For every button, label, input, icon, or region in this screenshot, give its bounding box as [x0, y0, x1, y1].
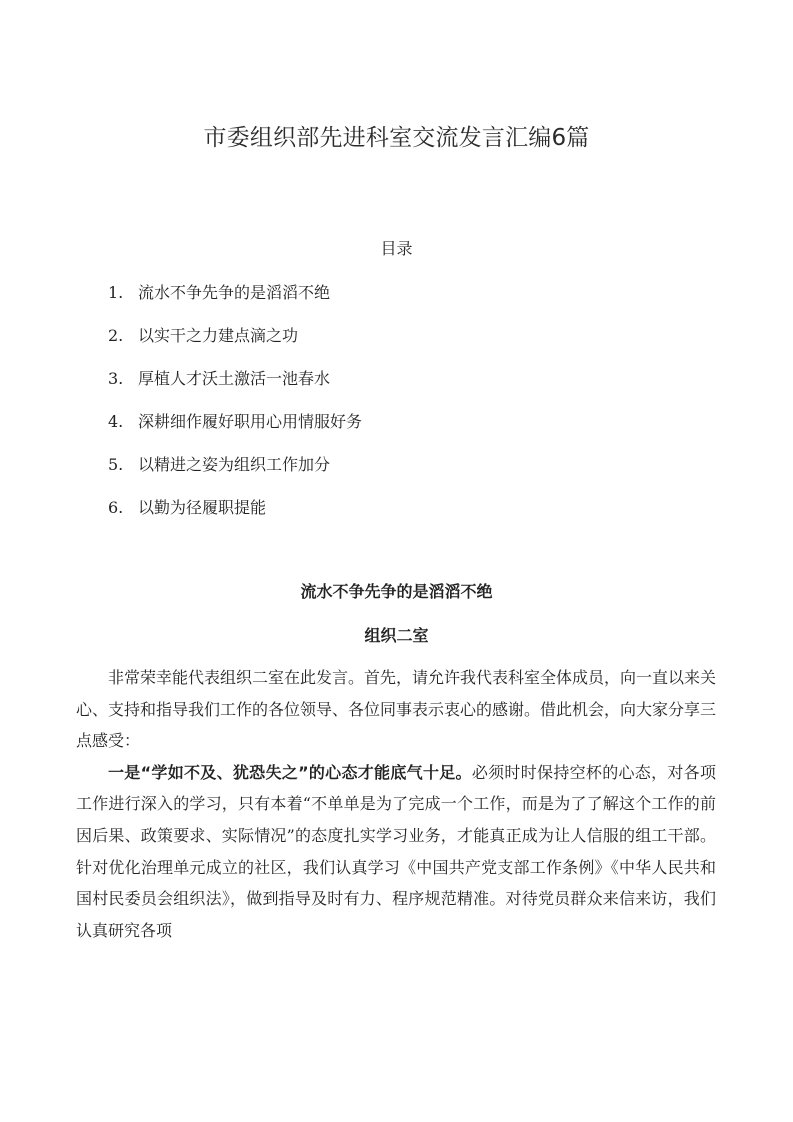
toc-item-text: 流水不争先争的是滔滔不绝: [138, 283, 331, 302]
paragraph-text: 非常荣幸能代表组织二室在此发言。首先，请允许我代表科室全体成员，向一直以来关心、支持和指导我们工作的各位领导、各位同事表示衷心的感谢。借此机会，向大家分享三点感受：: [76, 668, 717, 751]
toc-item-number: 1.: [108, 283, 124, 302]
paragraph-lead: 一是“学如不及、犹恐失之”的心态才能底气十足。: [108, 762, 472, 782]
section-body: [76, 662, 716, 946]
toc-item: [108, 495, 362, 538]
toc-heading: 目录: [380, 239, 413, 258]
section-department: 组织二室: [364, 626, 429, 645]
toc-item-number: 6.: [108, 498, 124, 517]
toc-item-text: 以勤为径履职提能: [138, 498, 267, 517]
toc-item-text: 以精进之姿为组织工作加分: [138, 455, 331, 474]
toc-item-number: 5.: [108, 455, 124, 474]
toc-item: [108, 280, 362, 323]
table-of-contents: [108, 280, 362, 538]
toc-item: [108, 409, 362, 452]
toc-item-number: 2.: [108, 326, 124, 345]
toc-item-number: 4.: [108, 412, 124, 431]
paragraph: [76, 757, 716, 947]
toc-item-number: 3.: [108, 369, 124, 388]
section-title: 流水不争先争的是滔滔不绝: [300, 582, 493, 601]
toc-item-text: 以实干之力建点滴之功: [138, 326, 299, 345]
toc-item: [108, 366, 362, 409]
toc-item: [108, 323, 362, 366]
toc-item: [108, 452, 362, 495]
paragraph: [76, 662, 716, 757]
toc-item-text: 深耕细作履好职用心用情服好务: [138, 412, 363, 431]
paragraph-text: 必须时时保持空杯的心态，对各项工作进行深入的学习，只有本着“不单单是为了完成一个工作，而是为了了解这个工作的前因后果、政策要求、实际情况”的态度扎实学习业务，才能真正成为让人信服的组工干部。针对优化治理单元成立的社区，我们认真学习《中国共产党支部工作条例》《中华人民共和国村民委员会组织法》，做到指导及时有力、程序规范精准。对待党员群众来信来访，我们认真研究各项: [76, 762, 716, 940]
toc-item-text: 厚植人才沃土激活一池春水: [138, 369, 331, 388]
document-title: 市委组织部先进科室交流发言汇编6篇: [203, 125, 590, 151]
